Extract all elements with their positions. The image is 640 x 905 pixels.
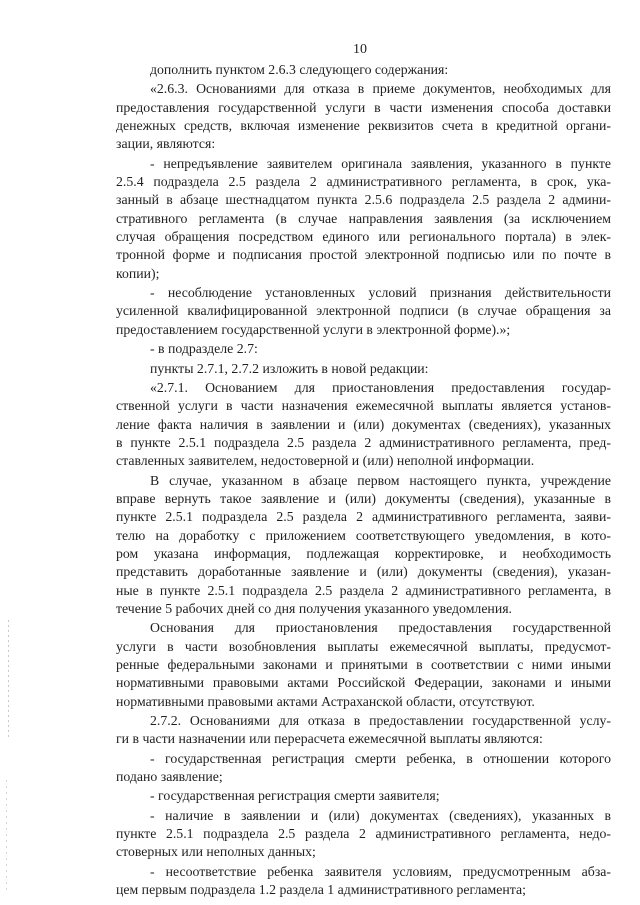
paragraph [116,472,611,619]
text-line: - наличие в заявлении и (или) документах (сведениях), указанных в [150,807,611,823]
text-line: денежных средств, включая изменение реквизитов счета в кредитной органи- [116,118,611,134]
text-line: подано заявление; [116,769,223,785]
text-line: дополнить пунктом 2.6.3 следующего содержания: [150,62,449,77]
scan-artifact [8,620,9,740]
text-line: пункте 2.5.1 подраздела 2.5 раздела 2 административного регламента, недо- [116,826,611,842]
text-line: вправе вернуть такое заявление и (или) документы (сведения), указанные в [116,490,611,506]
paragraph [116,155,611,283]
text-line: течение 5 рабочих дней со дня получения указанного уведомления. [116,600,512,616]
text-line: «2.7.1. Основанием для приостановления предоставления государ- [150,379,611,395]
text-line: 2.5.4 подраздела 2.5 раздела 2 административного регламента, в срок, ука- [116,174,611,190]
text-line: пункты 2.7.1, 2.7.2 изложить в новой редакции: [150,360,429,376]
text-line: - несоответствие ребенка заявителя условиям, предусмотренным абза- [150,863,611,879]
text-line: в пункте 2.5.1 подраздела 2.5 раздела 2 административного регламента, пред- [116,434,611,450]
text-line: нормативными правовыми актами Российской Федерации, законами и иными [116,675,611,691]
text-line: - государственная регистрация смерти заявителя; [150,788,440,804]
text-line: - непредъявление заявителем оригинала заявления, указанного в пункте [150,155,611,171]
text-line: ром указана информация, подлежащая корректировке, и необходимость [116,545,611,561]
text-line: стоверных или неполных данных; [116,844,316,860]
text-line: случая обращения посредством единого или регионального портала) в элек- [116,229,611,245]
paragraph [116,360,611,378]
paragraph [116,787,611,805]
text-line: ственной услуги в части назначения ежемесячной выплаты является установ- [116,398,611,414]
scan-artifact [6,780,7,890]
paragraph [116,863,611,900]
paragraph [116,284,611,339]
text-line: предоставлением государственной услуги в электронной форме).»; [116,321,511,337]
paragraph [116,807,611,862]
text-line: ги в части назначении или перерасчета ежемесячной выплаты являются: [116,731,543,747]
text-line: предоставления государственной услуги в части изменения способа доставки [116,99,611,115]
text-line: стративного регламента (в случае направления заявления (за исключением [116,210,611,226]
text-line: телю на доработку с приложением соответствующего уведомления, в кото- [116,527,611,543]
text-line: ставленных заявителем, недостоверной и (или) неполной информации. [116,453,535,469]
text-line: - несоблюдение установленных условий признания действительности [150,285,611,301]
paragraph [116,379,611,471]
text-line: - государственная регистрация смерти ребенка, в отношении которого [150,750,611,766]
text-line: В случае, указанном в абзаце первом настоящего пункта, учреждение [150,472,611,488]
text-line: ление факта наличия в заявлении и (или) документах (сведениях), указанных [116,416,611,432]
text-line: зации, являются: [116,136,216,152]
text-line: пункте 2.5.1 подраздела 2.5 раздела 2 административного регламента, заяви- [116,509,611,525]
text-line: ренные федеральными законами и принятыми в соответствии с ними иными [116,657,611,672]
text-line: занный в абзаце шестнадцатом пункта 2.5.6 подраздела 2.5 раздела 2 админи- [116,192,611,208]
text-line: усиленной квалифицированной электронной подписи (в случае обращения за [116,303,611,319]
text-line: ные в пункте 2.5.1 подраздела 2.5 раздела 2 административного регламента, в [116,582,611,598]
paragraph [116,340,611,358]
paragraph [116,712,611,749]
paragraph [116,619,611,711]
text-line: Основания для приостановления предоставления государственной [150,620,611,636]
text-line: представить доработанные заявление и (или) документы (сведения), указан- [116,564,611,580]
page-number: 10 [353,42,367,57]
text-line: копии); [116,265,160,281]
paragraph [116,750,611,787]
paragraph [116,61,611,79]
text-line: «2.6.3. Основаниями для отказа в приеме документов, необходимых для [150,81,611,97]
text-line: услуги в части возобновления выплаты ежемесячной выплаты, предусмот- [116,638,611,654]
text-line: цем первым подраздела 1.2 раздела 1 административного регламента; [116,882,526,898]
text-line: нормативными правовыми актами Астраханской области, отсутствуют. [116,693,535,709]
text-line: - в подразделе 2.7: [150,341,258,357]
text-line: 2.7.2. Основаниями для отказа в предоставлении государственной услу- [150,713,611,729]
text-line: тронной форме и подписания простой электронной подписью или по почте в [116,247,611,263]
paragraph [116,80,611,153]
document-body [116,61,611,900]
